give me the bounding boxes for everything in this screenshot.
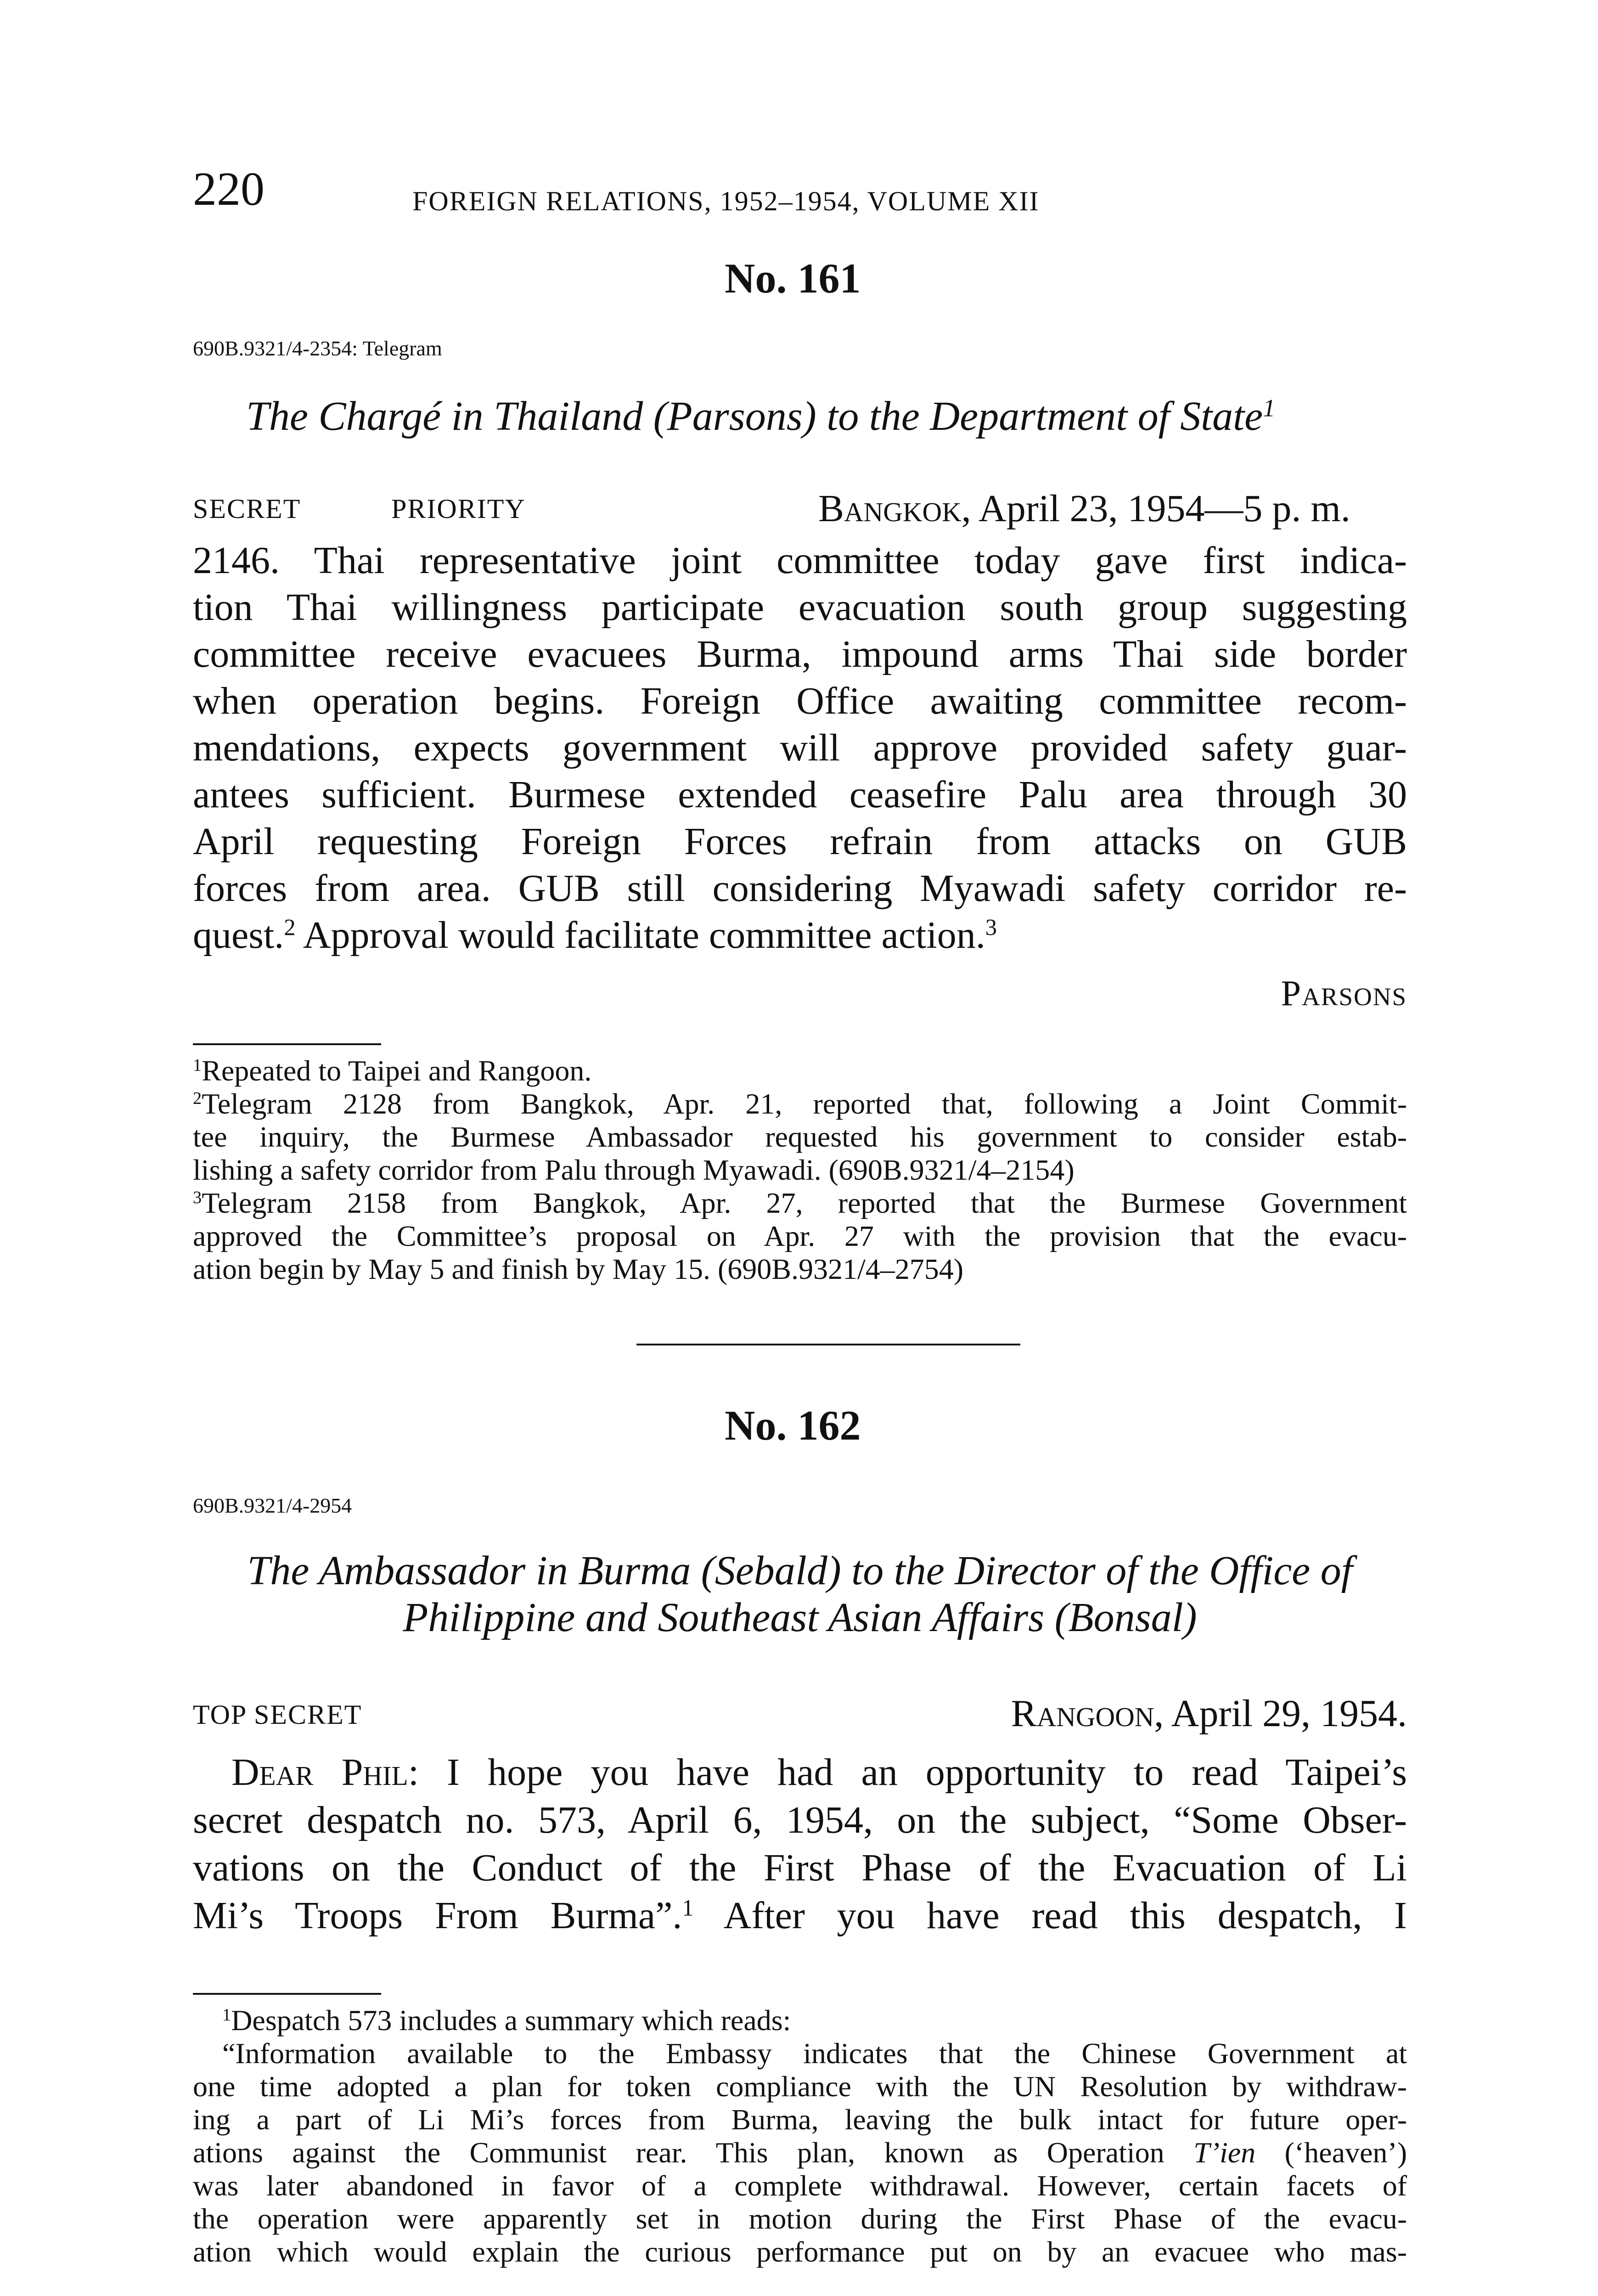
priority-label: PRIORITY [391,494,526,524]
footnote-mark: 2 [193,1088,202,1108]
body-text: quest. [193,914,284,957]
body-text: Approval would facilitate committee action. [295,914,985,957]
date-text: April 23, 1954—5 p. m. [971,487,1350,530]
footnote-marker: 1 [1263,394,1276,422]
body-line: when operation begins. Foreign Office awaiting committee recom- [193,680,1407,722]
letter-body [193,1749,1407,1940]
footnote-line: was later abandoned in favor of a complete withdrawal. However, certain facets of [193,2169,1407,2202]
body-text: After you have read this despatch, I [693,1894,1407,1937]
document-title [193,1548,1407,1641]
footnote-text: ations against the Communist rear. This plan, known as Operation [193,2136,1194,2169]
footnote-line [193,1187,1407,1220]
body-line: antees sufficient. Burmese extended ceasefire Palu area through 30 [193,773,1407,816]
running-head: FOREIGN RELATIONS, 1952–1954, VOLUME XII [412,186,1040,216]
page-number: 220 [193,163,264,215]
body-line [193,1892,1407,1940]
footnote-mark: 1 [222,2005,231,2025]
date-text: April 29, 1954. [1164,1692,1407,1735]
telegram-body [193,537,1407,959]
body-text: I hope you have had an opportunity to read Taipei’s [419,1751,1407,1794]
body-line: tion Thai willingness participate evacuation south group suggesting [193,586,1407,629]
footnote-italic: T’ien [1193,2136,1256,2169]
footnote-line: tee inquiry, the Burmese Ambassador requested his government to consider estab- [193,1120,1407,1153]
document-number: No. 161 [725,255,861,302]
document-title-text: The Chargé in Thailand (Parsons) to the Department of State [246,394,1263,439]
footnote-rule [193,1993,381,1995]
footnote-line [193,1087,1407,1120]
footnote-line: the operation were apparently set in motion during the First Phase of the evacu- [193,2202,1407,2235]
document-title [246,396,1275,437]
footnote-text: Telegram 2128 from Bangkok, Apr. 21, reported that, following a Joint Commit- [202,1087,1407,1120]
footnotes [193,2004,1407,2268]
body-line [193,1749,1407,1796]
file-reference: 690B.9321/4-2954 [193,1494,352,1517]
title-line: The Ambassador in Burma (Sebald) to the Director of the Office of [247,1548,1353,1593]
footnote-line [193,2037,1407,2070]
footnote-marker: 1 [682,1895,694,1921]
footnote-text: “Information available to the Embassy indicates that the Chinese Government at [222,2037,1407,2070]
footnote-line [193,1054,1407,1087]
footnote-marker: 3 [985,914,997,940]
footnote-line: approved the Committee’s proposal on Apr. 27 with the provision that the evacu- [193,1220,1407,1252]
salutation: Dear Phil: [231,1751,419,1794]
footnote-mark: 3 [193,1187,202,1207]
document-separator [636,1344,1020,1345]
footnote-line [193,2136,1407,2169]
footnote-text: Repeated to Taipei and Rangoon. [202,1054,592,1087]
body-line: committee receive evacuees Burma, impound arms Thai side border [193,633,1407,675]
signature: Parsons [1281,973,1407,1013]
footnote-line: ation which would explain the curious performance put on by an evacuee who mas- [193,2235,1407,2268]
footnote-text: (‘heaven’) [1255,2136,1407,2169]
footnote-line: ing a part of Li Mi’s forces from Burma, leaving the bulk intact for future oper- [193,2103,1407,2136]
footnote-marker: 2 [284,914,296,940]
footnote-line: one time adopted a plan for token compliance with the UN Resolution by withdraw- [193,2070,1407,2103]
body-line: April requesting Foreign Forces refrain from attacks on GUB [193,820,1407,863]
footnote-text: Telegram 2158 from Bangkok, Apr. 27, reported that the Burmese Government [202,1187,1407,1219]
body-line: vations on the Conduct of the First Phase of the Evacuation of Li [193,1846,1407,1889]
body-line: forces from area. GUB still considering Myawadi safety corridor re- [193,867,1407,910]
place-date-line [1011,1694,1407,1733]
body-line: mendations, expects government will approve provided safety guar- [193,726,1407,769]
footnote-text: Despatch 573 includes a summary which reads: [231,2004,791,2037]
footnote-line: ation begin by May 5 and finish by May 15. (690B.9321/4–2754) [193,1253,964,1285]
file-reference: 690B.9321/4-2354: Telegram [193,337,442,360]
footnote-line [193,2004,1407,2037]
place-name: Bangkok, [818,487,971,530]
body-line-last [193,912,1407,959]
body-text: Mi’s Troops From Burma”. [193,1894,682,1937]
title-line: Philippine and Southeast Asian Affairs (Bonsal) [403,1595,1197,1640]
footnote-line: lishing a safety corridor from Palu through Myawadi. (690B.9321/4–2154) [193,1154,1075,1186]
classification-label: SECRET [193,494,301,524]
footnotes [193,1054,1407,1286]
body-line: secret despatch no. 573, April 6, 1954, on the subject, “Some Obser- [193,1799,1407,1841]
place-name: Rangoon, [1011,1692,1164,1735]
body-line: 2146. Thai representative joint committee today gave first indica- [193,539,1407,582]
footnote-rule [193,1043,381,1045]
classification-label: TOP SECRET [193,1699,362,1730]
document-number: No. 162 [725,1402,861,1449]
place-date-line [818,487,1350,530]
footnote-mark: 1 [193,1055,202,1075]
